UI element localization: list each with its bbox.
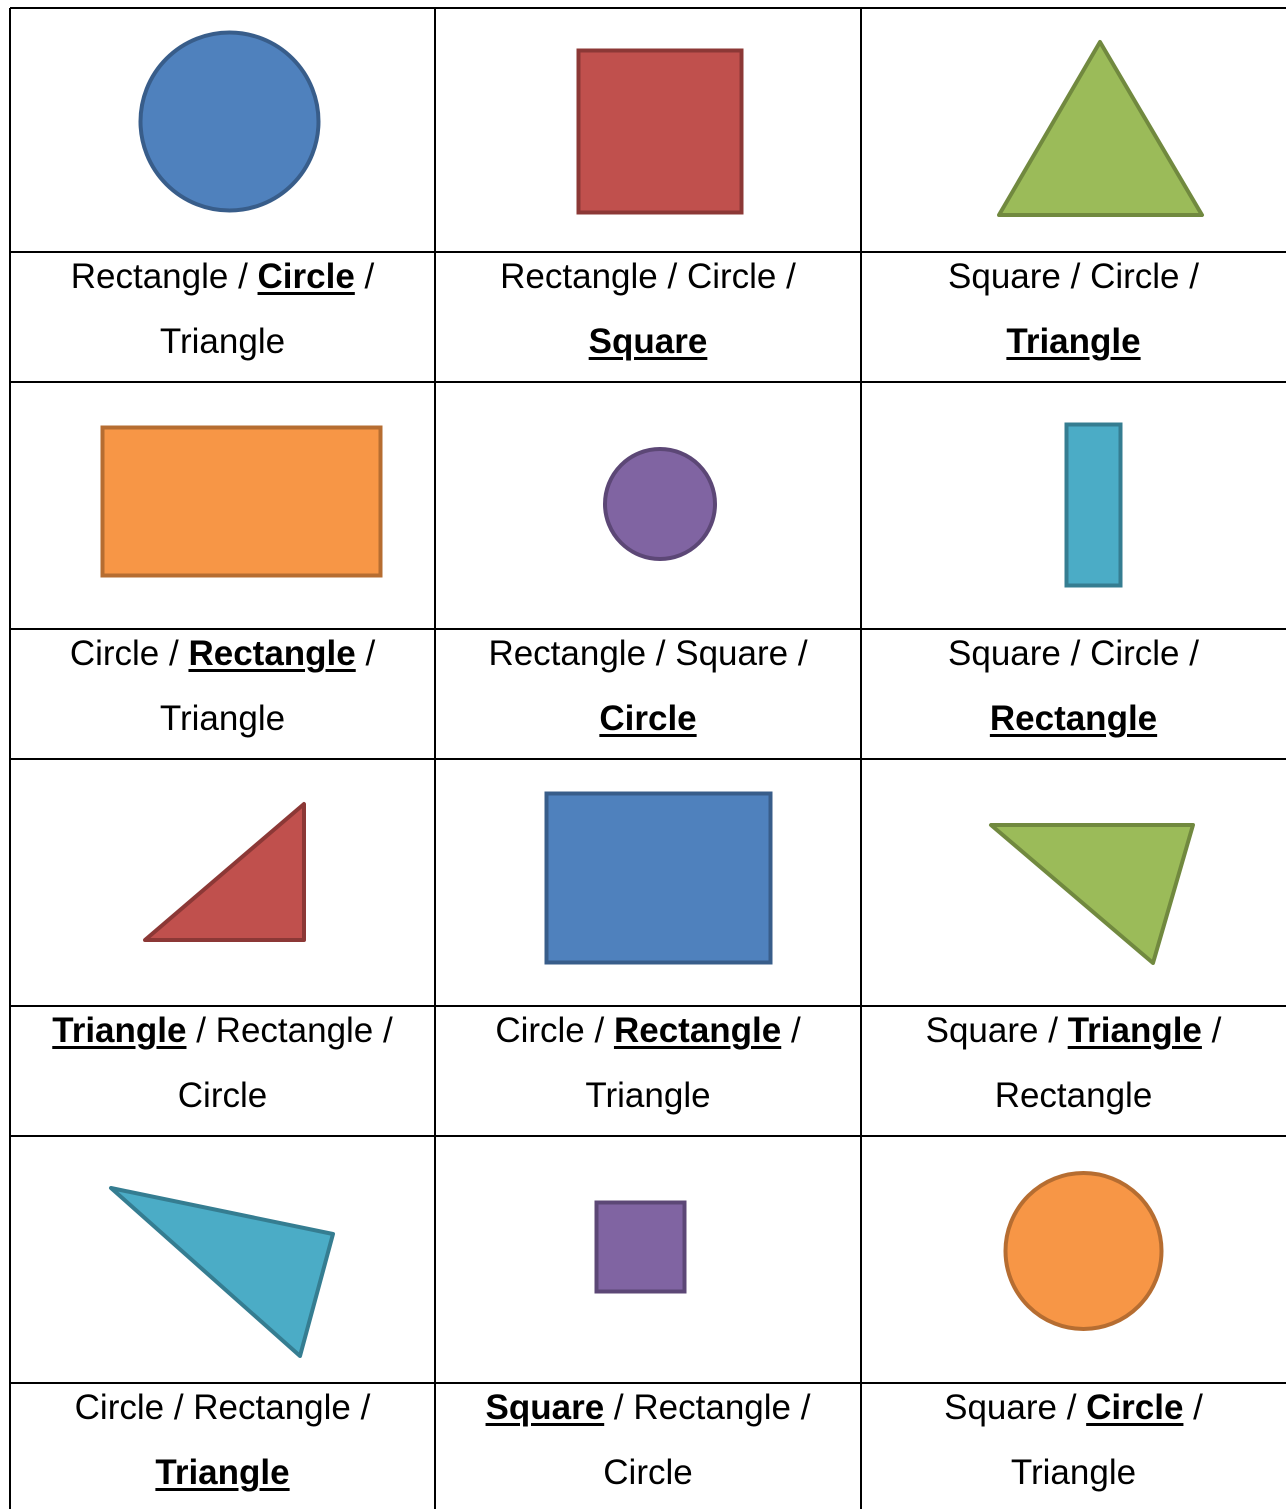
label-line-2 bbox=[435, 1063, 861, 1128]
cell-10-label bbox=[10, 1373, 435, 1505]
option: Rectangle bbox=[500, 257, 658, 296]
option: Rectangle bbox=[488, 634, 647, 673]
option: Triangle bbox=[1010, 1453, 1137, 1492]
label-line-1: Circle / Rectangle / bbox=[69, 634, 376, 673]
answer-option: Square bbox=[485, 1388, 605, 1427]
answer-option: Triangle bbox=[155, 1453, 290, 1492]
option: Square bbox=[948, 257, 1061, 296]
label-line-1: Rectangle / Circle / bbox=[500, 257, 796, 296]
label-line-1: Square / Circle / bbox=[948, 634, 1199, 673]
answer-option: Rectangle bbox=[188, 634, 356, 673]
answer-option: Triangle bbox=[52, 1011, 187, 1050]
label-line-2 bbox=[10, 686, 435, 751]
option: Circle bbox=[686, 257, 777, 296]
option: Circle bbox=[177, 1076, 268, 1115]
cell-3-label bbox=[861, 242, 1286, 374]
cell-8-shape-rectangle bbox=[547, 794, 771, 963]
cell-5-shape-circle bbox=[605, 449, 715, 559]
label-line-2 bbox=[435, 1440, 861, 1505]
cell-3-shape-triangle bbox=[999, 42, 1202, 215]
cell-2-label bbox=[435, 242, 861, 374]
cell-8-label bbox=[435, 996, 861, 1128]
label-line-1: Square / Circle / bbox=[948, 257, 1199, 296]
option: Circle bbox=[1090, 257, 1180, 296]
cell-5-label bbox=[435, 619, 861, 751]
label-line-2 bbox=[861, 309, 1286, 374]
cell-6-label bbox=[861, 619, 1286, 751]
answer-option: Rectangle bbox=[989, 699, 1158, 738]
label-line-1: Square / Triangle / bbox=[925, 1011, 1222, 1050]
cell-11-label bbox=[435, 1373, 861, 1505]
answer-option: Square bbox=[588, 322, 708, 361]
option: Square bbox=[944, 1388, 1057, 1427]
cell-1-shape-circle bbox=[141, 33, 319, 211]
label-line-1: Square / Circle / bbox=[944, 1388, 1203, 1427]
label-line-1: Triangle / Rectangle / bbox=[52, 1011, 393, 1050]
answer-option: Triangle bbox=[1006, 322, 1141, 361]
label-line-2 bbox=[861, 686, 1286, 751]
label-line-1: Rectangle / Circle / bbox=[70, 257, 375, 296]
option: Triangle bbox=[159, 699, 286, 738]
label-line-1: Rectangle / Square / bbox=[488, 634, 808, 673]
cell-10-shape-triangle bbox=[111, 1188, 333, 1356]
cell-12-label bbox=[861, 1373, 1286, 1505]
cell-6-shape-rectangle bbox=[1067, 425, 1121, 586]
option: Circle bbox=[1090, 634, 1180, 673]
label-line-1: Circle / Rectangle / bbox=[74, 1388, 371, 1427]
answer-option: Circle bbox=[1086, 1388, 1184, 1427]
option: Rectangle bbox=[633, 1388, 791, 1427]
answer-option: Rectangle bbox=[613, 1011, 782, 1050]
answer-option: Circle bbox=[599, 699, 697, 738]
option: Triangle bbox=[585, 1076, 711, 1115]
cell-4-shape-rectangle bbox=[103, 428, 381, 576]
answer-option: Triangle bbox=[1067, 1011, 1202, 1050]
option: Circle bbox=[69, 634, 160, 673]
label-line-2 bbox=[861, 1063, 1286, 1128]
cell-7-shape-triangle bbox=[145, 804, 304, 940]
label-line-2 bbox=[10, 1063, 435, 1128]
label-line-2 bbox=[10, 309, 435, 374]
option: Square bbox=[675, 634, 789, 673]
cell-11-shape-square bbox=[597, 1203, 685, 1292]
label-line-2 bbox=[10, 1440, 435, 1505]
label-line-2 bbox=[435, 686, 861, 751]
cell-9-shape-triangle bbox=[991, 825, 1193, 963]
cell-1-label bbox=[10, 242, 435, 374]
cell-9-label bbox=[861, 996, 1286, 1128]
label-line-1: Circle / Rectangle / bbox=[495, 1011, 801, 1050]
cell-4-label bbox=[10, 619, 435, 751]
option: Square bbox=[925, 1011, 1039, 1050]
label-line-2 bbox=[861, 1440, 1286, 1505]
option: Rectangle bbox=[215, 1011, 374, 1050]
option: Circle bbox=[603, 1453, 693, 1492]
option: Rectangle bbox=[193, 1388, 351, 1427]
option: Rectangle bbox=[994, 1076, 1153, 1115]
cell-2-shape-square bbox=[579, 51, 742, 213]
option: Circle bbox=[495, 1011, 585, 1050]
label-line-2 bbox=[435, 309, 861, 374]
cell-7-label bbox=[10, 996, 435, 1128]
option: Square bbox=[948, 634, 1061, 673]
option: Circle bbox=[74, 1388, 165, 1427]
label-line-1: Square / Rectangle / bbox=[485, 1388, 811, 1427]
option: Rectangle bbox=[70, 257, 229, 296]
option: Triangle bbox=[159, 322, 286, 361]
answer-option: Circle bbox=[257, 257, 355, 296]
cell-12-shape-circle bbox=[1006, 1173, 1162, 1329]
